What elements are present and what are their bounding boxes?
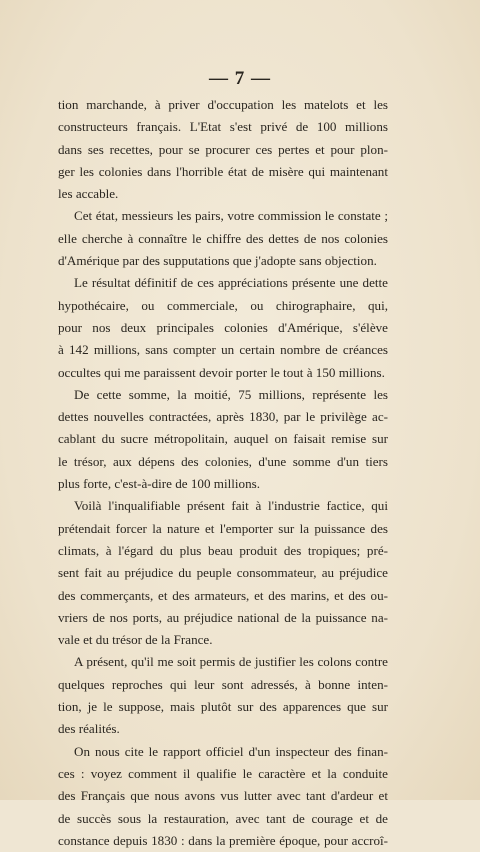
paragraph xyxy=(58,272,388,383)
text-line: elle cherche à connaître le chiffre des dettes de nos colonies xyxy=(58,230,388,246)
text-line: tion marchande, à priver d'occupation les matelots et les xyxy=(58,97,388,112)
page-number: — 7 — xyxy=(209,68,271,89)
text-line: les accable. xyxy=(58,186,119,202)
text-line: d'Amérique par des supputations que j'adopte sans objection. xyxy=(58,253,377,269)
text-line: des Français que nous avons vus lutter avec tant d'ardeur et xyxy=(58,788,388,804)
text-line: plus forte, c'est-à-dire de 100 millions. xyxy=(58,476,260,492)
text-line: hypothécaire, ou commerciale, ou chirographaire, qui, xyxy=(58,297,388,313)
text-line: constructeurs français. L'Etat s'est privé de 100 millions xyxy=(58,119,388,135)
text-line: Le résultat définitif de ces appréciations présente une dette xyxy=(74,275,388,291)
text-line: vriers de nos ports, au préjudice national de la puissance na- xyxy=(58,609,388,625)
text-line: Voilà l'inqualifiable présent fait à l'industrie factice, qui xyxy=(74,498,388,514)
text-line: vale et du trésor de la France. xyxy=(58,632,213,648)
text-line: Cet état, messieurs les pairs, votre commission le constate ; xyxy=(74,208,388,224)
text-line: constance depuis 1830 : dans la première époque, pour accroî- xyxy=(58,832,388,848)
text-line: dans ses recettes, pour se procurer ces pertes et pour plon- xyxy=(58,141,388,157)
paragraph xyxy=(58,651,388,740)
text-line: le trésor, aux dépens des colonies, d'une somme d'un tiers xyxy=(58,453,388,469)
paragraph xyxy=(58,495,388,651)
text-line: De cette somme, la moitié, 75 millions, représente les xyxy=(74,386,388,402)
text-line: à 142 millions, sans compter un certain nombre de créances xyxy=(58,342,388,358)
text-line: ces : voyez comment il qualifie le caractère et la conduite xyxy=(58,765,388,781)
text-line: prétendait forcer la nature et l'emporter sur la puissance des xyxy=(58,520,388,536)
paragraph xyxy=(58,205,388,272)
text-line: des commerçants, et des armateurs, et des marins, et des ou- xyxy=(58,587,388,603)
body-text xyxy=(58,94,388,852)
text-line: pour nos deux principales colonies d'Amérique, s'élève xyxy=(58,319,388,335)
text-line: sent fait au préjudice du peuple consommateur, au préjudice xyxy=(58,565,388,581)
text-line: On nous cite le rapport officiel d'un inspecteur des finan- xyxy=(74,743,388,759)
text-line: de succès sous la restauration, avec tant de courage et de xyxy=(58,810,388,826)
text-line: quelques reproches qui leur sont adressés, à bonne inten- xyxy=(58,676,388,692)
paragraph xyxy=(58,741,388,852)
text-line: occultes qui me paraissent devoir porter le tout à 150 millions. xyxy=(58,364,385,380)
text-line: A présent, qu'il me soit permis de justifier les colons contre xyxy=(74,654,388,670)
text-line: dettes nouvelles contractées, après 1830, par le privilège ac- xyxy=(58,409,388,425)
text-line: ger les colonies dans l'horrible état de misère qui maintenant xyxy=(58,163,388,179)
paragraph xyxy=(58,384,388,495)
text-line: cablant du sucre métropolitain, auquel on faisait remise sur xyxy=(58,431,388,447)
text-line: climats, à l'égard du plus beau produit des tropiques; pré- xyxy=(58,542,388,558)
text-line: tion, je le suppose, mais plutôt sur des apparences que sur xyxy=(58,699,388,715)
text-line: des réalités. xyxy=(58,721,120,737)
paragraph xyxy=(58,94,388,205)
